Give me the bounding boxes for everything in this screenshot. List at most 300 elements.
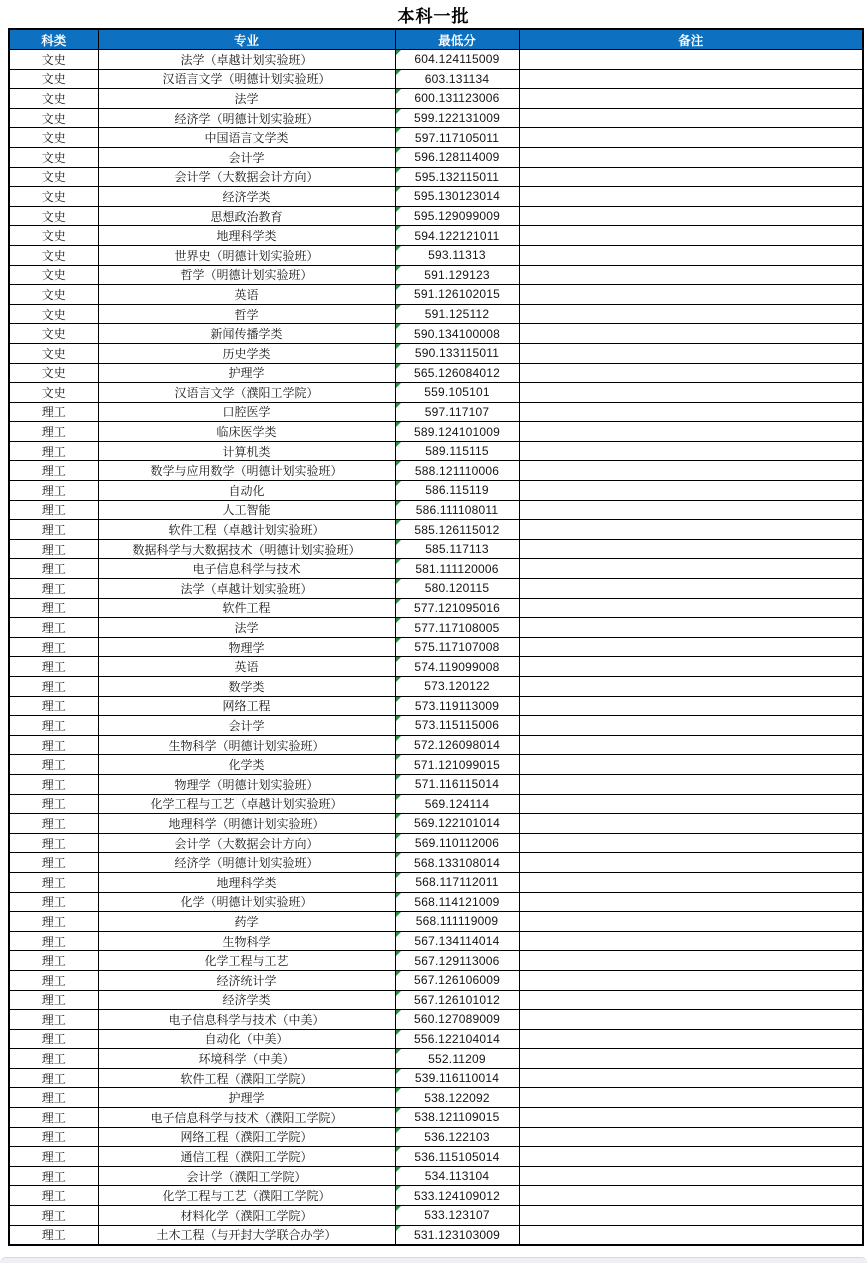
note-cell[interactable] bbox=[519, 774, 863, 794]
category-cell[interactable]: 理工 bbox=[9, 618, 98, 638]
score-cell[interactable] bbox=[395, 50, 519, 70]
note-cell[interactable] bbox=[519, 716, 863, 736]
note-cell[interactable] bbox=[519, 696, 863, 716]
major-cell[interactable]: 会计学 bbox=[98, 716, 395, 736]
score-cell[interactable] bbox=[395, 1147, 519, 1167]
category-cell[interactable]: 文史 bbox=[9, 265, 98, 285]
score-cell[interactable] bbox=[395, 1166, 519, 1186]
major-cell[interactable]: 会计学（濮阳工学院） bbox=[98, 1166, 395, 1186]
major-cell[interactable]: 材料化学（濮阳工学院） bbox=[98, 1206, 395, 1226]
score-cell[interactable] bbox=[395, 931, 519, 951]
score-cell[interactable] bbox=[395, 285, 519, 305]
score-cell[interactable] bbox=[395, 637, 519, 657]
score-cell[interactable] bbox=[395, 383, 519, 403]
note-cell[interactable] bbox=[519, 481, 863, 501]
category-cell[interactable]: 理工 bbox=[9, 716, 98, 736]
major-cell[interactable]: 人工智能 bbox=[98, 500, 395, 520]
score-cell[interactable] bbox=[395, 912, 519, 932]
major-cell[interactable]: 新闻传播学类 bbox=[98, 324, 395, 344]
note-cell[interactable] bbox=[519, 520, 863, 540]
score-cell[interactable] bbox=[395, 69, 519, 89]
note-cell[interactable] bbox=[519, 990, 863, 1010]
score-cell[interactable] bbox=[395, 500, 519, 520]
green-corner-marker-icon bbox=[396, 1167, 401, 1172]
score-cell[interactable] bbox=[395, 559, 519, 579]
category-cell[interactable]: 文史 bbox=[9, 285, 98, 305]
major-cell[interactable]: 会计学 bbox=[98, 147, 395, 167]
note-cell[interactable] bbox=[519, 755, 863, 775]
score-cell[interactable] bbox=[395, 794, 519, 814]
score-value: 588.121110006 bbox=[414, 463, 500, 478]
score-cell[interactable] bbox=[395, 970, 519, 990]
column-header-category[interactable]: 科类 bbox=[9, 29, 98, 50]
green-corner-marker-icon bbox=[396, 266, 401, 271]
table-row bbox=[9, 206, 863, 226]
category-cell[interactable]: 理工 bbox=[9, 598, 98, 618]
category-cell[interactable]: 理工 bbox=[9, 402, 98, 422]
major-cell[interactable]: 数据科学与大数据技术（明德计划实验班） bbox=[98, 539, 395, 559]
note-cell[interactable] bbox=[519, 363, 863, 383]
score-cell[interactable] bbox=[395, 304, 519, 324]
major-cell[interactable]: 电子信息科学与技术 bbox=[98, 559, 395, 579]
major-cell[interactable]: 汉语言文学（明德计划实验班） bbox=[98, 69, 395, 89]
score-cell[interactable] bbox=[395, 892, 519, 912]
category-cell[interactable]: 理工 bbox=[9, 1029, 98, 1049]
category-cell[interactable]: 理工 bbox=[9, 794, 98, 814]
green-corner-marker-icon bbox=[396, 559, 401, 564]
major-cell[interactable]: 汉语言文学（濮阳工学院） bbox=[98, 383, 395, 403]
note-cell[interactable] bbox=[519, 1127, 863, 1147]
note-cell[interactable] bbox=[519, 951, 863, 971]
note-cell[interactable] bbox=[519, 500, 863, 520]
note-cell[interactable] bbox=[519, 402, 863, 422]
category-cell[interactable]: 文史 bbox=[9, 167, 98, 187]
column-header-major[interactable]: 专业 bbox=[98, 29, 395, 50]
category-cell[interactable]: 理工 bbox=[9, 1186, 98, 1206]
green-corner-marker-icon bbox=[396, 481, 401, 486]
score-cell[interactable] bbox=[395, 187, 519, 207]
major-cell[interactable]: 法学（卓越计划实验班） bbox=[98, 579, 395, 599]
category-cell[interactable]: 理工 bbox=[9, 422, 98, 442]
score-cell[interactable] bbox=[395, 833, 519, 853]
major-cell[interactable]: 数学与应用数学（明德计划实验班） bbox=[98, 461, 395, 481]
note-cell[interactable] bbox=[519, 226, 863, 246]
major-cell[interactable]: 护理学 bbox=[98, 1088, 395, 1108]
green-corner-marker-icon bbox=[396, 403, 401, 408]
major-cell[interactable]: 法学（卓越计划实验班） bbox=[98, 50, 395, 70]
major-cell[interactable]: 英语 bbox=[98, 285, 395, 305]
category-cell[interactable]: 文史 bbox=[9, 324, 98, 344]
category-cell[interactable]: 理工 bbox=[9, 481, 98, 501]
category-cell[interactable]: 文史 bbox=[9, 226, 98, 246]
score-cell[interactable] bbox=[395, 147, 519, 167]
green-corner-marker-icon bbox=[396, 716, 401, 721]
score-cell[interactable] bbox=[395, 814, 519, 834]
major-cell[interactable]: 化学类 bbox=[98, 755, 395, 775]
score-value: 568.117112011 bbox=[415, 875, 499, 890]
score-cell[interactable] bbox=[395, 1010, 519, 1030]
score-cell[interactable] bbox=[395, 422, 519, 442]
score-value: 565.126084012 bbox=[413, 365, 501, 380]
major-cell[interactable]: 哲学 bbox=[98, 304, 395, 324]
note-cell[interactable] bbox=[519, 108, 863, 128]
score-value: 560.127089009 bbox=[413, 1012, 501, 1027]
table-row bbox=[9, 970, 863, 990]
score-cell[interactable] bbox=[395, 1029, 519, 1049]
major-cell[interactable]: 世界史（明德计划实验班） bbox=[98, 245, 395, 265]
category-cell[interactable]: 文史 bbox=[9, 343, 98, 363]
major-cell[interactable]: 网络工程 bbox=[98, 696, 395, 716]
note-cell[interactable] bbox=[519, 618, 863, 638]
score-cell[interactable] bbox=[395, 579, 519, 599]
note-cell[interactable] bbox=[519, 1206, 863, 1226]
major-cell[interactable]: 经济学（明德计划实验班） bbox=[98, 108, 395, 128]
note-cell[interactable] bbox=[519, 265, 863, 285]
score-value: 567.126101012 bbox=[413, 992, 501, 1007]
note-cell[interactable] bbox=[519, 559, 863, 579]
category-cell[interactable]: 文史 bbox=[9, 50, 98, 70]
note-cell[interactable] bbox=[519, 324, 863, 344]
score-cell[interactable] bbox=[395, 1108, 519, 1128]
score-cell[interactable] bbox=[395, 363, 519, 383]
score-cell[interactable] bbox=[395, 853, 519, 873]
note-cell[interactable] bbox=[519, 343, 863, 363]
score-value: 595.130123014 bbox=[413, 189, 501, 204]
note-cell[interactable] bbox=[519, 833, 863, 853]
score-cell[interactable] bbox=[395, 1068, 519, 1088]
category-cell[interactable]: 理工 bbox=[9, 539, 98, 559]
category-cell[interactable]: 理工 bbox=[9, 1049, 98, 1069]
score-cell[interactable] bbox=[395, 1206, 519, 1226]
major-cell[interactable]: 化学工程与工艺（濮阳工学院） bbox=[98, 1186, 395, 1206]
category-cell[interactable]: 理工 bbox=[9, 1088, 98, 1108]
green-corner-marker-icon bbox=[396, 893, 401, 898]
note-cell[interactable] bbox=[519, 50, 863, 70]
major-cell[interactable]: 英语 bbox=[98, 657, 395, 677]
score-value: 594.122121011 bbox=[414, 228, 500, 243]
score-value: 534.113104 bbox=[424, 1169, 490, 1184]
major-cell[interactable]: 生物科学（明德计划实验班） bbox=[98, 735, 395, 755]
table-row bbox=[9, 167, 863, 187]
note-cell[interactable] bbox=[519, 1010, 863, 1030]
score-cell[interactable] bbox=[395, 677, 519, 697]
score-cell[interactable] bbox=[395, 1186, 519, 1206]
category-cell[interactable]: 理工 bbox=[9, 990, 98, 1010]
table-row bbox=[9, 304, 863, 324]
score-cell[interactable] bbox=[395, 481, 519, 501]
score-cell[interactable] bbox=[395, 265, 519, 285]
score-cell[interactable] bbox=[395, 539, 519, 559]
major-cell[interactable]: 地理科学类 bbox=[98, 226, 395, 246]
table-row bbox=[9, 774, 863, 794]
major-cell[interactable]: 历史学类 bbox=[98, 343, 395, 363]
major-cell[interactable]: 思想政治教育 bbox=[98, 206, 395, 226]
score-cell[interactable] bbox=[395, 108, 519, 128]
note-cell[interactable] bbox=[519, 579, 863, 599]
score-value: 590.133115011 bbox=[414, 346, 500, 361]
note-cell[interactable] bbox=[519, 461, 863, 481]
table-row bbox=[9, 1108, 863, 1128]
category-cell[interactable]: 理工 bbox=[9, 970, 98, 990]
score-cell[interactable] bbox=[395, 657, 519, 677]
score-cell[interactable] bbox=[395, 618, 519, 638]
note-cell[interactable] bbox=[519, 892, 863, 912]
table-row bbox=[9, 500, 863, 520]
table-row bbox=[9, 226, 863, 246]
major-cell[interactable]: 软件工程 bbox=[98, 598, 395, 618]
major-cell[interactable]: 化学（明德计划实验班） bbox=[98, 892, 395, 912]
score-value: 536.115105014 bbox=[414, 1149, 500, 1164]
score-value: 568.111119009 bbox=[415, 914, 499, 929]
category-cell[interactable]: 理工 bbox=[9, 735, 98, 755]
note-cell[interactable] bbox=[519, 89, 863, 109]
note-cell[interactable] bbox=[519, 931, 863, 951]
note-cell[interactable] bbox=[519, 912, 863, 932]
major-cell[interactable]: 化学工程与工艺（卓越计划实验班） bbox=[98, 794, 395, 814]
category-cell[interactable]: 理工 bbox=[9, 1068, 98, 1088]
score-cell[interactable] bbox=[395, 755, 519, 775]
category-cell[interactable]: 理工 bbox=[9, 1225, 98, 1245]
score-cell[interactable] bbox=[395, 206, 519, 226]
score-cell[interactable] bbox=[395, 598, 519, 618]
category-cell[interactable]: 理工 bbox=[9, 912, 98, 932]
note-cell[interactable] bbox=[519, 598, 863, 618]
category-cell[interactable]: 理工 bbox=[9, 1206, 98, 1226]
category-cell[interactable]: 理工 bbox=[9, 637, 98, 657]
major-cell[interactable]: 地理科学（明德计划实验班） bbox=[98, 814, 395, 834]
note-cell[interactable] bbox=[519, 285, 863, 305]
category-cell[interactable]: 理工 bbox=[9, 755, 98, 775]
score-cell[interactable] bbox=[395, 245, 519, 265]
green-corner-marker-icon bbox=[396, 932, 401, 937]
note-cell[interactable] bbox=[519, 245, 863, 265]
score-cell[interactable] bbox=[395, 128, 519, 148]
category-cell[interactable]: 理工 bbox=[9, 1127, 98, 1147]
note-cell[interactable] bbox=[519, 1225, 863, 1245]
score-cell[interactable] bbox=[395, 167, 519, 187]
category-cell[interactable]: 理工 bbox=[9, 931, 98, 951]
category-cell[interactable]: 理工 bbox=[9, 579, 98, 599]
score-cell[interactable] bbox=[395, 461, 519, 481]
note-cell[interactable] bbox=[519, 441, 863, 461]
major-cell[interactable]: 计算机类 bbox=[98, 441, 395, 461]
note-cell[interactable] bbox=[519, 383, 863, 403]
score-cell[interactable] bbox=[395, 441, 519, 461]
note-cell[interactable] bbox=[519, 872, 863, 892]
category-cell[interactable]: 理工 bbox=[9, 1147, 98, 1167]
note-cell[interactable] bbox=[519, 735, 863, 755]
category-cell[interactable]: 理工 bbox=[9, 951, 98, 971]
green-corner-marker-icon bbox=[396, 1128, 401, 1133]
score-cell[interactable] bbox=[395, 1127, 519, 1147]
table-row bbox=[9, 187, 863, 207]
major-cell[interactable]: 口腔医学 bbox=[98, 402, 395, 422]
score-cell[interactable] bbox=[395, 89, 519, 109]
category-cell[interactable]: 文史 bbox=[9, 147, 98, 167]
score-cell[interactable] bbox=[395, 1049, 519, 1069]
column-header-min-score[interactable]: 最低分 bbox=[395, 29, 519, 50]
score-value: 586.111108011 bbox=[415, 502, 499, 517]
score-cell[interactable] bbox=[395, 1225, 519, 1245]
score-value: 569.110112006 bbox=[414, 836, 500, 851]
major-cell[interactable]: 生物科学 bbox=[98, 931, 395, 951]
green-corner-marker-icon bbox=[396, 187, 401, 192]
major-cell[interactable]: 化学工程与工艺 bbox=[98, 951, 395, 971]
score-cell[interactable] bbox=[395, 520, 519, 540]
major-cell[interactable]: 自动化 bbox=[98, 481, 395, 501]
major-cell[interactable]: 中国语言文学类 bbox=[98, 128, 395, 148]
score-value: 585.117113 bbox=[425, 542, 489, 557]
note-cell[interactable] bbox=[519, 814, 863, 834]
green-corner-marker-icon bbox=[396, 520, 401, 525]
note-cell[interactable] bbox=[519, 69, 863, 89]
major-cell[interactable]: 网络工程（濮阳工学院） bbox=[98, 1127, 395, 1147]
note-cell[interactable] bbox=[519, 677, 863, 697]
score-value: 591.129123 bbox=[424, 267, 490, 282]
major-cell[interactable]: 软件工程（卓越计划实验班） bbox=[98, 520, 395, 540]
note-cell[interactable] bbox=[519, 1049, 863, 1069]
category-cell[interactable]: 文史 bbox=[9, 89, 98, 109]
category-cell[interactable]: 理工 bbox=[9, 892, 98, 912]
category-cell[interactable]: 文史 bbox=[9, 383, 98, 403]
score-cell[interactable] bbox=[395, 402, 519, 422]
category-cell[interactable]: 理工 bbox=[9, 461, 98, 481]
category-cell[interactable]: 文史 bbox=[9, 304, 98, 324]
category-cell[interactable]: 理工 bbox=[9, 559, 98, 579]
note-cell[interactable] bbox=[519, 422, 863, 442]
green-corner-marker-icon bbox=[396, 109, 401, 114]
category-cell[interactable]: 理工 bbox=[9, 814, 98, 834]
major-cell[interactable]: 会计学（大数据会计方向） bbox=[98, 833, 395, 853]
score-value: 568.114121009 bbox=[414, 894, 500, 909]
category-cell[interactable]: 理工 bbox=[9, 872, 98, 892]
score-cell[interactable] bbox=[395, 343, 519, 363]
score-cell[interactable] bbox=[395, 716, 519, 736]
note-cell[interactable] bbox=[519, 1166, 863, 1186]
table-row bbox=[9, 1068, 863, 1088]
note-cell[interactable] bbox=[519, 1088, 863, 1108]
category-cell[interactable]: 理工 bbox=[9, 853, 98, 873]
score-cell[interactable] bbox=[395, 226, 519, 246]
score-cell[interactable] bbox=[395, 774, 519, 794]
score-value: 600.131123006 bbox=[414, 91, 500, 106]
major-cell[interactable]: 护理学 bbox=[98, 363, 395, 383]
note-cell[interactable] bbox=[519, 128, 863, 148]
score-cell[interactable] bbox=[395, 324, 519, 344]
category-cell[interactable]: 理工 bbox=[9, 833, 98, 853]
note-cell[interactable] bbox=[519, 147, 863, 167]
note-cell[interactable] bbox=[519, 1068, 863, 1088]
score-value: 589.115115 bbox=[425, 444, 489, 459]
category-cell[interactable]: 理工 bbox=[9, 657, 98, 677]
major-cell[interactable]: 地理科学类 bbox=[98, 872, 395, 892]
note-cell[interactable] bbox=[519, 539, 863, 559]
note-cell[interactable] bbox=[519, 206, 863, 226]
table-row bbox=[9, 245, 863, 265]
major-cell[interactable]: 会计学（大数据会计方向） bbox=[98, 167, 395, 187]
major-cell[interactable]: 经济统计学 bbox=[98, 970, 395, 990]
note-cell[interactable] bbox=[519, 1108, 863, 1128]
major-cell[interactable]: 土木工程（与开封大学联合办学） bbox=[98, 1225, 395, 1245]
category-cell[interactable]: 文史 bbox=[9, 69, 98, 89]
category-cell[interactable]: 理工 bbox=[9, 441, 98, 461]
major-cell[interactable]: 物理学（明德计划实验班） bbox=[98, 774, 395, 794]
category-cell[interactable]: 理工 bbox=[9, 520, 98, 540]
note-cell[interactable] bbox=[519, 970, 863, 990]
note-cell[interactable] bbox=[519, 1147, 863, 1167]
major-cell[interactable]: 法学 bbox=[98, 89, 395, 109]
major-cell[interactable]: 电子信息科学与技术（濮阳工学院） bbox=[98, 1108, 395, 1128]
score-table-body bbox=[9, 50, 863, 1246]
category-cell[interactable]: 理工 bbox=[9, 1166, 98, 1186]
score-value: 552.11209 bbox=[428, 1051, 486, 1066]
note-cell[interactable] bbox=[519, 167, 863, 187]
major-cell[interactable]: 法学 bbox=[98, 618, 395, 638]
green-corner-marker-icon bbox=[396, 991, 401, 996]
category-cell[interactable]: 文史 bbox=[9, 206, 98, 226]
major-cell[interactable]: 环境科学（中美） bbox=[98, 1049, 395, 1069]
major-cell[interactable]: 软件工程（濮阳工学院） bbox=[98, 1068, 395, 1088]
major-cell[interactable]: 电子信息科学与技术（中美） bbox=[98, 1010, 395, 1030]
category-cell[interactable]: 理工 bbox=[9, 500, 98, 520]
category-cell[interactable]: 理工 bbox=[9, 1108, 98, 1128]
score-value: 574.119099008 bbox=[414, 659, 500, 674]
category-cell[interactable]: 理工 bbox=[9, 696, 98, 716]
category-cell[interactable]: 理工 bbox=[9, 1010, 98, 1030]
note-cell[interactable] bbox=[519, 657, 863, 677]
note-cell[interactable] bbox=[519, 853, 863, 873]
table-row bbox=[9, 931, 863, 951]
major-cell[interactable]: 物理学 bbox=[98, 637, 395, 657]
score-value: 536.122103 bbox=[424, 1129, 490, 1144]
category-cell[interactable]: 文史 bbox=[9, 363, 98, 383]
category-cell[interactable]: 理工 bbox=[9, 677, 98, 697]
category-cell[interactable]: 文史 bbox=[9, 187, 98, 207]
note-cell[interactable] bbox=[519, 637, 863, 657]
score-value: 573.115115006 bbox=[414, 718, 500, 733]
note-cell[interactable] bbox=[519, 304, 863, 324]
category-cell[interactable]: 文史 bbox=[9, 128, 98, 148]
major-cell[interactable]: 数学类 bbox=[98, 677, 395, 697]
column-header-note[interactable]: 备注 bbox=[519, 29, 863, 50]
score-cell[interactable] bbox=[395, 990, 519, 1010]
major-cell[interactable]: 哲学（明德计划实验班） bbox=[98, 265, 395, 285]
note-cell[interactable] bbox=[519, 1186, 863, 1206]
category-cell[interactable]: 理工 bbox=[9, 774, 98, 794]
category-cell[interactable]: 文史 bbox=[9, 108, 98, 128]
major-cell[interactable]: 经济学类 bbox=[98, 990, 395, 1010]
category-cell[interactable]: 文史 bbox=[9, 245, 98, 265]
table-row bbox=[9, 1049, 863, 1069]
score-cell[interactable] bbox=[395, 951, 519, 971]
note-cell[interactable] bbox=[519, 1029, 863, 1049]
note-cell[interactable] bbox=[519, 794, 863, 814]
major-cell[interactable]: 临床医学类 bbox=[98, 422, 395, 442]
score-cell[interactable] bbox=[395, 696, 519, 716]
score-cell[interactable] bbox=[395, 735, 519, 755]
note-cell[interactable] bbox=[519, 187, 863, 207]
major-cell[interactable]: 经济学（明德计划实验班） bbox=[98, 853, 395, 873]
score-cell[interactable] bbox=[395, 872, 519, 892]
table-row bbox=[9, 755, 863, 775]
green-corner-marker-icon bbox=[396, 951, 401, 956]
major-cell[interactable]: 药学 bbox=[98, 912, 395, 932]
table-row bbox=[9, 990, 863, 1010]
major-cell[interactable]: 经济学类 bbox=[98, 187, 395, 207]
major-cell[interactable]: 自动化（中美） bbox=[98, 1029, 395, 1049]
major-cell[interactable]: 通信工程（濮阳工学院） bbox=[98, 1147, 395, 1167]
score-cell[interactable] bbox=[395, 1088, 519, 1108]
